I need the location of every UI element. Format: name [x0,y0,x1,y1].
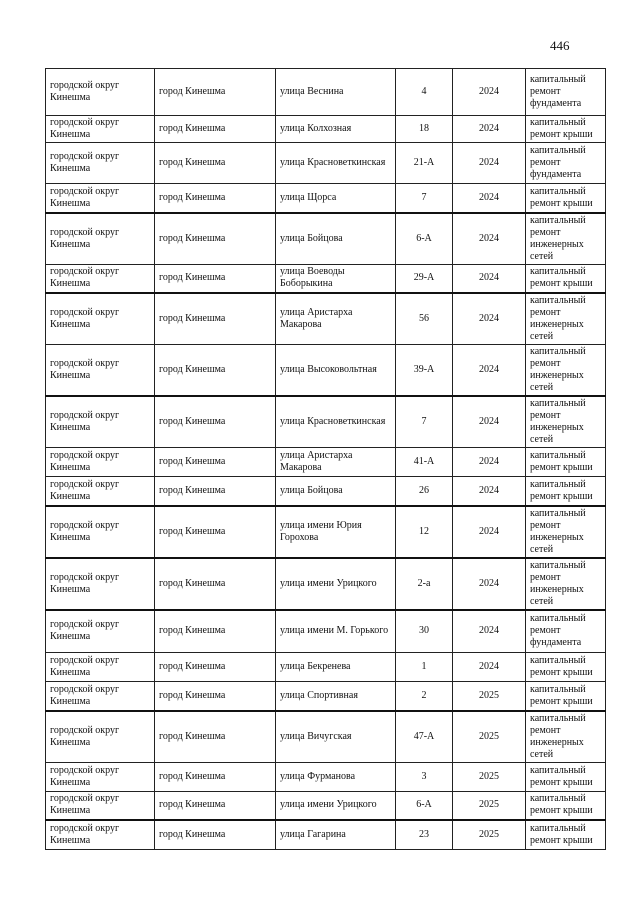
house-cell: 4 [396,69,453,116]
city-cell: город Кинешма [155,820,276,849]
year-cell: 2024 [453,184,526,213]
year-cell: 2025 [453,820,526,849]
city-cell: город Кинешма [155,477,276,506]
district-cell: городской округ Кинешма [46,558,155,610]
house-cell: 26 [396,477,453,506]
city-cell: город Кинешма [155,116,276,143]
street-cell: улица Вичугская [276,711,396,763]
district-cell: городской округ Кинешма [46,762,155,791]
city-cell: город Кинешма [155,143,276,184]
street-cell: улица Фурманова [276,762,396,791]
year-cell: 2024 [453,69,526,116]
house-cell: 47-А [396,711,453,763]
city-cell: город Кинешма [155,653,276,682]
year-cell: 2025 [453,791,526,820]
city-cell: город Кинешма [155,264,276,293]
district-cell: городской округ Кинешма [46,213,155,265]
house-cell: 18 [396,116,453,143]
table-row [46,762,606,791]
street-cell: улица Красноветкинская [276,396,396,448]
work-type-cell: капитальный ремонт крыши [526,477,606,506]
work-type-cell: капитальный ремонт крыши [526,653,606,682]
street-cell: улица Веснина [276,69,396,116]
district-cell: городской округ Кинешма [46,653,155,682]
year-cell: 2024 [453,345,526,397]
work-type-cell: капитальный ремонт крыши [526,264,606,293]
year-cell: 2024 [453,116,526,143]
repair-schedule-table [45,68,606,850]
district-cell: городской округ Кинешма [46,791,155,820]
district-cell: городской округ Кинешма [46,448,155,477]
work-type-cell: капитальный ремонт крыши [526,791,606,820]
work-type-cell: капитальный ремонт крыши [526,682,606,711]
year-cell: 2025 [453,711,526,763]
table-row [46,506,606,558]
year-cell: 2024 [453,396,526,448]
street-cell: улица Аристарха Макарова [276,448,396,477]
page-number: 446 [550,38,570,53]
street-cell: улица Аристарха Макарова [276,293,396,345]
year-cell: 2024 [453,143,526,184]
street-cell: улица Высоковольтная [276,345,396,397]
house-cell: 39-А [396,345,453,397]
district-cell: городской округ Кинешма [46,682,155,711]
table-body [46,69,606,850]
work-type-cell: капитальный ремонт крыши [526,116,606,143]
district-cell: городской округ Кинешма [46,506,155,558]
district-cell: городской округ Кинешма [46,264,155,293]
house-cell: 2-а [396,558,453,610]
table-row [46,143,606,184]
house-cell: 12 [396,506,453,558]
city-cell: город Кинешма [155,293,276,345]
table-row [46,791,606,820]
street-cell: улица имени Урицкого [276,791,396,820]
house-cell: 7 [396,184,453,213]
house-cell: 41-А [396,448,453,477]
city-cell: город Кинешма [155,69,276,116]
year-cell: 2024 [453,610,526,653]
city-cell: город Кинешма [155,711,276,763]
street-cell: улица Бойцова [276,213,396,265]
district-cell: городской округ Кинешма [46,477,155,506]
year-cell: 2024 [453,477,526,506]
street-cell: улица имени М. Горького [276,610,396,653]
street-cell: улица Красноветкинская [276,143,396,184]
district-cell: городской округ Кинешма [46,610,155,653]
work-type-cell: капитальный ремонт инженерных сетей [526,345,606,397]
year-cell: 2024 [453,293,526,345]
work-type-cell: капитальный ремонт крыши [526,820,606,849]
work-type-cell: капитальный ремонт крыши [526,762,606,791]
table-row [46,558,606,610]
district-cell: городской округ Кинешма [46,711,155,763]
work-type-cell: капитальный ремонт фундамента [526,610,606,653]
city-cell: город Кинешма [155,506,276,558]
district-cell: городской округ Кинешма [46,143,155,184]
table-row [46,448,606,477]
street-cell: улица Воеводы Боборыкина [276,264,396,293]
street-cell: улица Спортивная [276,682,396,711]
street-cell: улица Колхозная [276,116,396,143]
district-cell: городской округ Кинешма [46,820,155,849]
street-cell: улица Бойцова [276,477,396,506]
house-cell: 2 [396,682,453,711]
year-cell: 2024 [453,558,526,610]
house-cell: 1 [396,653,453,682]
city-cell: город Кинешма [155,184,276,213]
city-cell: город Кинешма [155,791,276,820]
district-cell: городской округ Кинешма [46,345,155,397]
table-row [46,396,606,448]
table-row [46,184,606,213]
table-row [46,682,606,711]
table-row [46,69,606,116]
table-row [46,293,606,345]
table-row [46,477,606,506]
work-type-cell: капитальный ремонт инженерных сетей [526,711,606,763]
house-cell: 30 [396,610,453,653]
work-type-cell: капитальный ремонт инженерных сетей [526,213,606,265]
work-type-cell: капитальный ремонт крыши [526,448,606,477]
city-cell: город Кинешма [155,558,276,610]
house-cell: 21-А [396,143,453,184]
street-cell: улица имени Урицкого [276,558,396,610]
table-row [46,653,606,682]
street-cell: улица Щорса [276,184,396,213]
house-cell: 6-А [396,213,453,265]
table-row [46,264,606,293]
work-type-cell: капитальный ремонт фундамента [526,143,606,184]
year-cell: 2025 [453,682,526,711]
street-cell: улица Бекренева [276,653,396,682]
city-cell: город Кинешма [155,448,276,477]
year-cell: 2024 [453,448,526,477]
work-type-cell: капитальный ремонт инженерных сетей [526,506,606,558]
year-cell: 2024 [453,653,526,682]
year-cell: 2024 [453,213,526,265]
city-cell: город Кинешма [155,682,276,711]
table-row [46,116,606,143]
table-row [46,345,606,397]
year-cell: 2025 [453,762,526,791]
street-cell: улица Гагарина [276,820,396,849]
house-cell: 3 [396,762,453,791]
work-type-cell: капитальный ремонт крыши [526,184,606,213]
house-cell: 23 [396,820,453,849]
year-cell: 2024 [453,506,526,558]
district-cell: городской округ Кинешма [46,184,155,213]
city-cell: город Кинешма [155,610,276,653]
city-cell: город Кинешма [155,213,276,265]
house-cell: 56 [396,293,453,345]
city-cell: город Кинешма [155,396,276,448]
work-type-cell: капитальный ремонт инженерных сетей [526,396,606,448]
city-cell: город Кинешма [155,762,276,791]
table-row [46,213,606,265]
table-row [46,711,606,763]
district-cell: городской округ Кинешма [46,69,155,116]
district-cell: городской округ Кинешма [46,293,155,345]
house-cell: 7 [396,396,453,448]
year-cell: 2024 [453,264,526,293]
work-type-cell: капитальный ремонт инженерных сетей [526,293,606,345]
district-cell: городской округ Кинешма [46,116,155,143]
house-cell: 6-А [396,791,453,820]
city-cell: город Кинешма [155,345,276,397]
district-cell: городской округ Кинешма [46,396,155,448]
work-type-cell: капитальный ремонт фундамента [526,69,606,116]
work-type-cell: капитальный ремонт инженерных сетей [526,558,606,610]
table-row [46,610,606,653]
table-row [46,820,606,849]
street-cell: улица имени Юрия Горохова [276,506,396,558]
house-cell: 29-А [396,264,453,293]
